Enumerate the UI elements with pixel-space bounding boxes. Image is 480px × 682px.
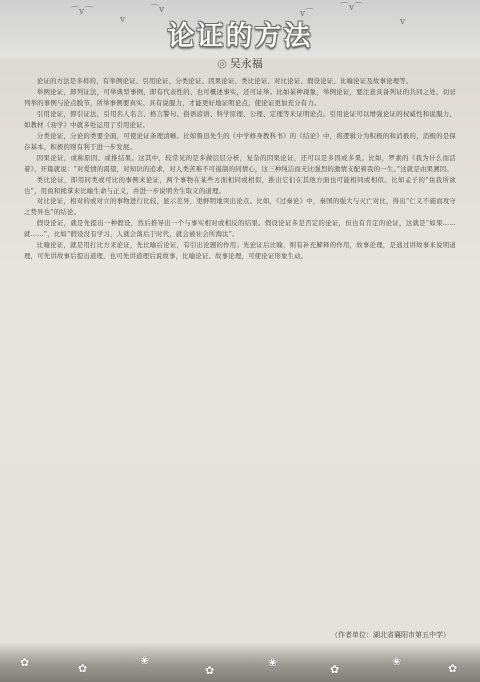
bird-icon: ⌒v⌒: [70, 7, 94, 17]
paragraph: 假设论证，就是先提出一种假设，然后推导出一个与事实相对或相反的结果。假设论证多是否定的论证，但也有肯定的论证，这就是“如果……就……”，比如“假设没有学习，人就会落后于时代，就会被社会所淘汰”。: [24, 219, 456, 239]
article-title: 论证的方法: [167, 21, 313, 52]
bird-icon: ⌒v: [150, 5, 165, 15]
bird-icon: v: [400, 17, 406, 27]
flower-icon: ✿: [20, 656, 30, 669]
paragraph: 比喻论证，就是用打比方来论证，先比喻后论证，有引出论题的作用；先论证后比喻，则有补充解释的作用，故事论理，是通过讲故事来说明道理，可先讲故事后提出道理，也可先讲道理后说故事，比喻论证、故事论理，可使论证形象生动。: [24, 241, 456, 261]
footer-decoration: [0, 642, 480, 682]
paragraph: 对比论证，相对的或对立的事物进行比较，显示差异，更鲜明地突出论点。比如，《过秦论》中，秦国的强大与灭亡对比，得出“仁义不施而攻守之势异也”的结论。: [24, 197, 456, 217]
author-line: [0, 55, 480, 71]
author-affiliation: （作者单位：湖北省襄阳市第五中学）: [331, 631, 450, 639]
flower-icon: ❀: [268, 656, 278, 669]
flower-icon: ✿: [205, 664, 215, 677]
flower-icon: ✿: [78, 662, 88, 675]
paragraph: 引用论证，即引证法，引用名人名言、格言警句、俗语谚语、科学原理、公理、定理等来证明论点。引用论证可以增强论证的权威性和说服力，如教材《劝学》中就多处运用了引用论证。: [24, 109, 456, 129]
bullet-icon: ◎: [217, 57, 227, 70]
bird-icon: v⌒: [300, 9, 315, 19]
paragraph: 类比论证，即用同类或可比的事例来论证，两个事物在某些方面相同或相似，推出它们在其他方面也可能相同或相似。比如孟子的“鱼我所欲也”，用鱼和熊掌来比喻生命与正义，并进一步说明舍生取义的道理。: [24, 175, 456, 195]
paragraph: 因果论证，或称原因、或推结果。这其中，较常见的是多做层层分析，复杂的因果论证，还可以是多因或多果。比如，罗素的《我为什么而活着》，开篇就说：“对爱情的渴望，对知识的追求，对人类苦难不可遏制的同情心，这三种纯洁而无比强烈的激情支配着我的一生。”这就是由果溯因。: [24, 153, 456, 173]
flower-icon: ❀: [140, 654, 150, 667]
bird-icon: v: [120, 15, 126, 25]
flower-icon: ✿: [448, 662, 458, 675]
paragraph: 论证的方法是多样的，有举例论证、引用论证、分类论证、因果论证、类比论证、对比论证、假设论证、比喻论证及故事论理等。: [36, 77, 413, 85]
bird-icon: ⌒v⌒: [340, 3, 364, 13]
article-body: [24, 76, 456, 624]
flower-icon: ❀: [392, 655, 402, 668]
author-name: 吴永福: [229, 57, 263, 70]
paragraph: 举例论证，即列证法，可举典型事例，即有代表性的、也可概述事实，还可证举。比如某种现象，举例论证，要注意具备列证的共同之处，切忌列举的事例与论点脱节，所举事例要真实、具有说服力，才能更好地证明论点，使论证更加充分有力。: [24, 87, 456, 107]
flower-icon: ✿: [330, 663, 340, 676]
paragraph: 分类论证，分论的类要全面，可使论证条理清晰。比如鲁迅先生的《中学修身教科书》的《结论》中，将逻辑分为积极的和消极的，消极的是保存基本，积极的则有利于进一步发展。: [24, 131, 456, 151]
